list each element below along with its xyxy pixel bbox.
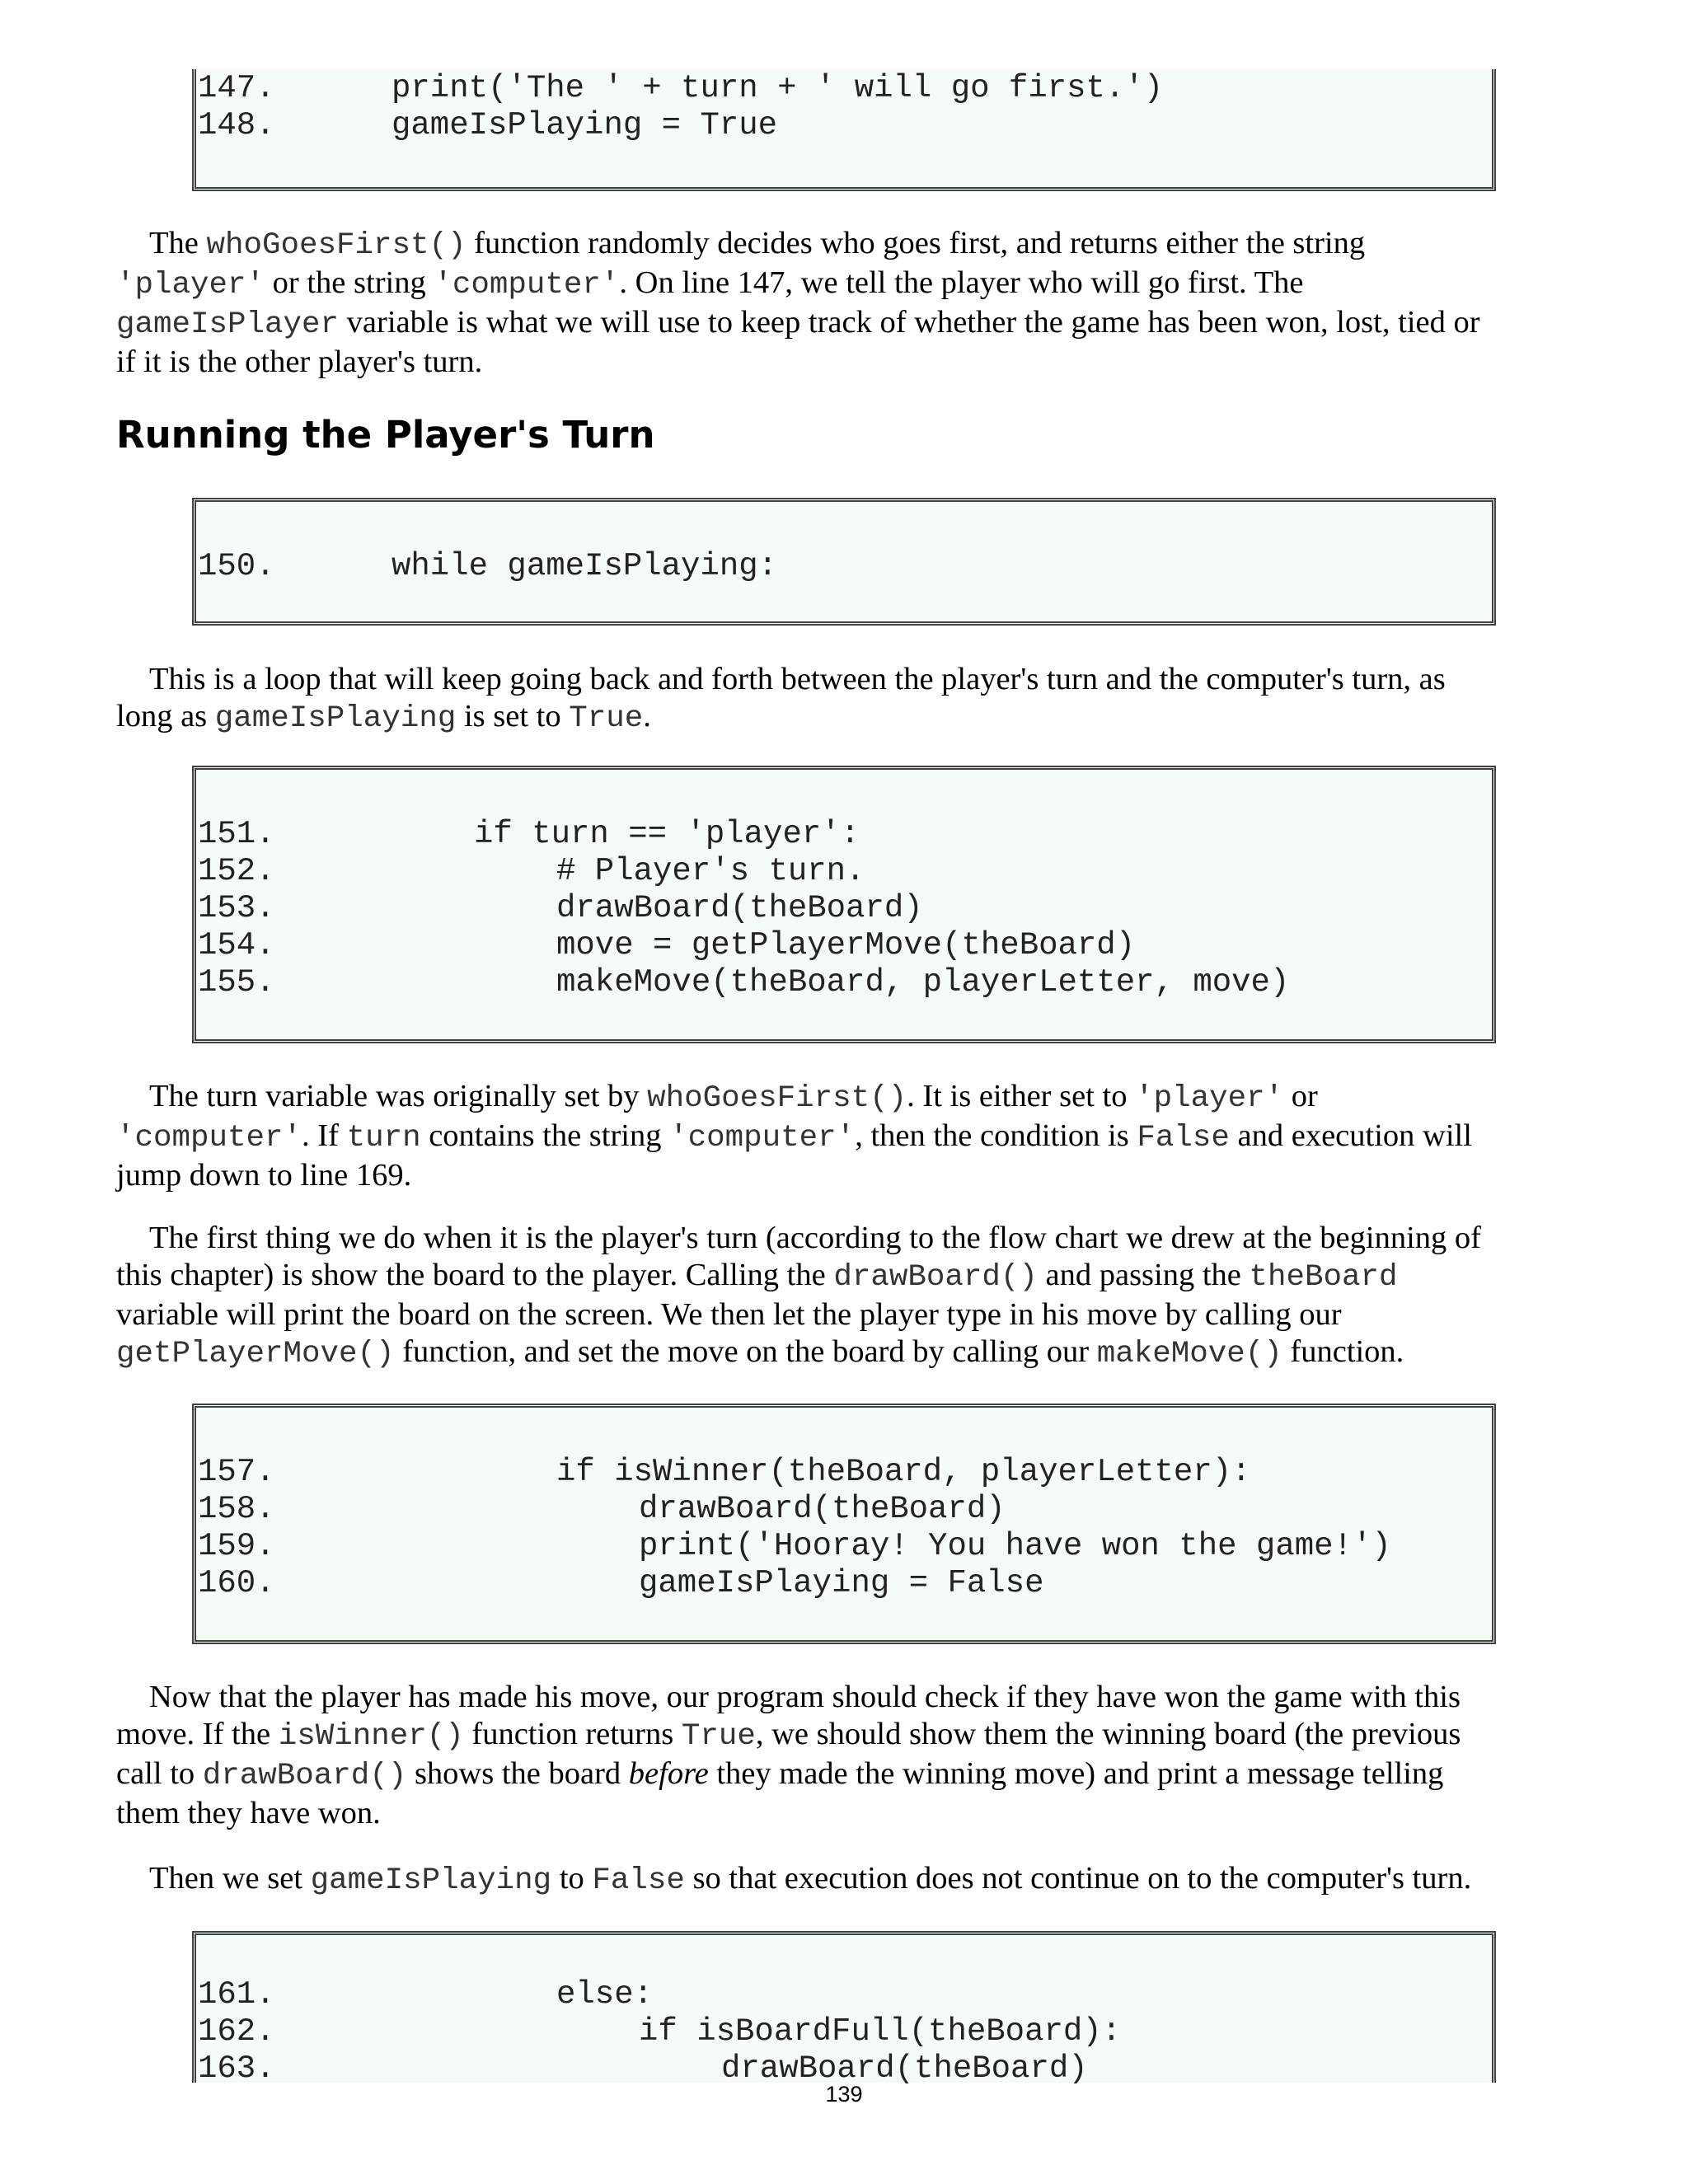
paragraph: The whoGoesFirst() function randomly decides who goes first, and returns either the string 'player' or the string 'computer'. On line 147, we tell the player who will go first. The gameIsPlayer variable is what we will use to keep track of whether the game has been won, lost, tied or if it is the other player's turn.	[116, 226, 1480, 379]
paragraph: Now that the player has made his move, our program should check if they have won the game with this move. If the isWinner() function returns True, we should show them the winning board (the previous call to drawBoard() shows the board before they made the winning move) and print a message telling them they have won.	[116, 1680, 1461, 1830]
code-text: drawBoard(theBoard)	[721, 2050, 1088, 2087]
line-number: 154.	[198, 927, 275, 963]
code-text: if isBoardFull(theBoard):	[639, 2013, 1122, 2050]
paragraph: This is a loop that will keep going back and forth between the player's turn and the computer's turn, as long as gameIsPlaying is set to True.	[116, 662, 1446, 736]
inline-code: True	[569, 701, 644, 736]
paragraph: The turn variable was originally set by whoGoesFirst(). It is either set to 'player' or 'computer'. If turn contains the string 'computer', then the condition is False and execution will jump down to line 169.	[116, 1079, 1472, 1193]
inline-code: whoGoesFirst()	[647, 1081, 907, 1116]
inline-code: 'computer'	[116, 1121, 302, 1155]
code-text: gameIsPlaying = True	[392, 107, 778, 143]
paragraph: The first thing we do when it is the player's turn (according to the flow chart we drew at the beginning of this chapter) is show the board to the player. Calling the drawBoard() and passing the theBoard variable will print the board on the screen. We then let the player type in his move by calling our getPlayerMove() function, and set the move on the board by calling our makeMove() function.	[116, 1221, 1481, 1371]
inline-code: gameIsPlaying	[310, 1863, 552, 1898]
line-number: 162.	[198, 2013, 275, 2050]
line-number: 160.	[198, 1565, 275, 1601]
code-text: # Player's turn.	[556, 853, 865, 889]
code-text: while gameIsPlaying:	[392, 548, 778, 584]
inline-code: theBoard	[1249, 1260, 1398, 1295]
code-text: gameIsPlaying = False	[639, 1565, 1044, 1601]
code-text: move = getPlayerMove(theBoard)	[556, 927, 1136, 963]
line-number: 152.	[198, 853, 275, 889]
inline-code: 'computer'	[434, 268, 620, 302]
inline-code: drawBoard()	[202, 1759, 407, 1793]
inline-code: gameIsPlayer	[116, 307, 340, 342]
code-text: else:	[556, 1976, 654, 2013]
code-text: print('The ' + turn + ' will go first.')	[392, 70, 1164, 106]
paragraph: Then we set gameIsPlaying to False so that execution does not continue on to the computer's turn.	[149, 1861, 1472, 1898]
line-number: 159.	[198, 1528, 275, 1564]
line-number: 148.	[198, 107, 275, 143]
code-text: drawBoard(theBoard)	[639, 1491, 1006, 1527]
inline-code: True	[681, 1719, 756, 1754]
line-number: 158.	[198, 1491, 275, 1527]
inline-code: getPlayerMove()	[116, 1337, 395, 1371]
inline-code: makeMove()	[1096, 1337, 1282, 1371]
code-text: makeMove(theBoard, playerLetter, move)	[556, 964, 1290, 1001]
section-heading: Running the Player's Turn	[116, 413, 655, 457]
line-number: 163.	[198, 2050, 275, 2087]
inline-code: False	[1137, 1121, 1230, 1155]
code-text: if turn == 'player':	[474, 816, 860, 852]
code-text: if isWinner(theBoard, playerLetter):	[556, 1454, 1251, 1490]
inline-code: turn	[346, 1121, 421, 1155]
line-number: 157.	[198, 1454, 275, 1490]
line-number: 155.	[198, 964, 275, 1001]
code-block	[192, 498, 1496, 626]
inline-code: 'computer'	[669, 1121, 856, 1155]
inline-code: 'player'	[1135, 1081, 1284, 1116]
line-number: 150.	[198, 548, 275, 584]
code-block	[192, 1404, 1496, 1644]
code-block	[192, 766, 1496, 1043]
code-block	[192, 69, 1496, 191]
code-text: drawBoard(theBoard)	[556, 890, 923, 926]
page-number: 139	[825, 2082, 863, 2107]
code-block	[192, 1931, 1496, 2087]
code-text: print('Hooray! You have won the game!')	[639, 1528, 1391, 1564]
line-number: 153.	[198, 890, 275, 926]
inline-code: 'player'	[116, 268, 265, 302]
line-number: 147.	[198, 70, 275, 106]
inline-code: isWinner()	[278, 1719, 464, 1754]
inline-code: gameIsPlaying	[214, 701, 457, 736]
inline-code: False	[592, 1863, 685, 1898]
inline-code: drawBoard()	[833, 1260, 1038, 1295]
inline-code: whoGoesFirst()	[206, 228, 467, 263]
line-number: 161.	[198, 1976, 275, 2013]
line-number: 151.	[198, 816, 275, 852]
